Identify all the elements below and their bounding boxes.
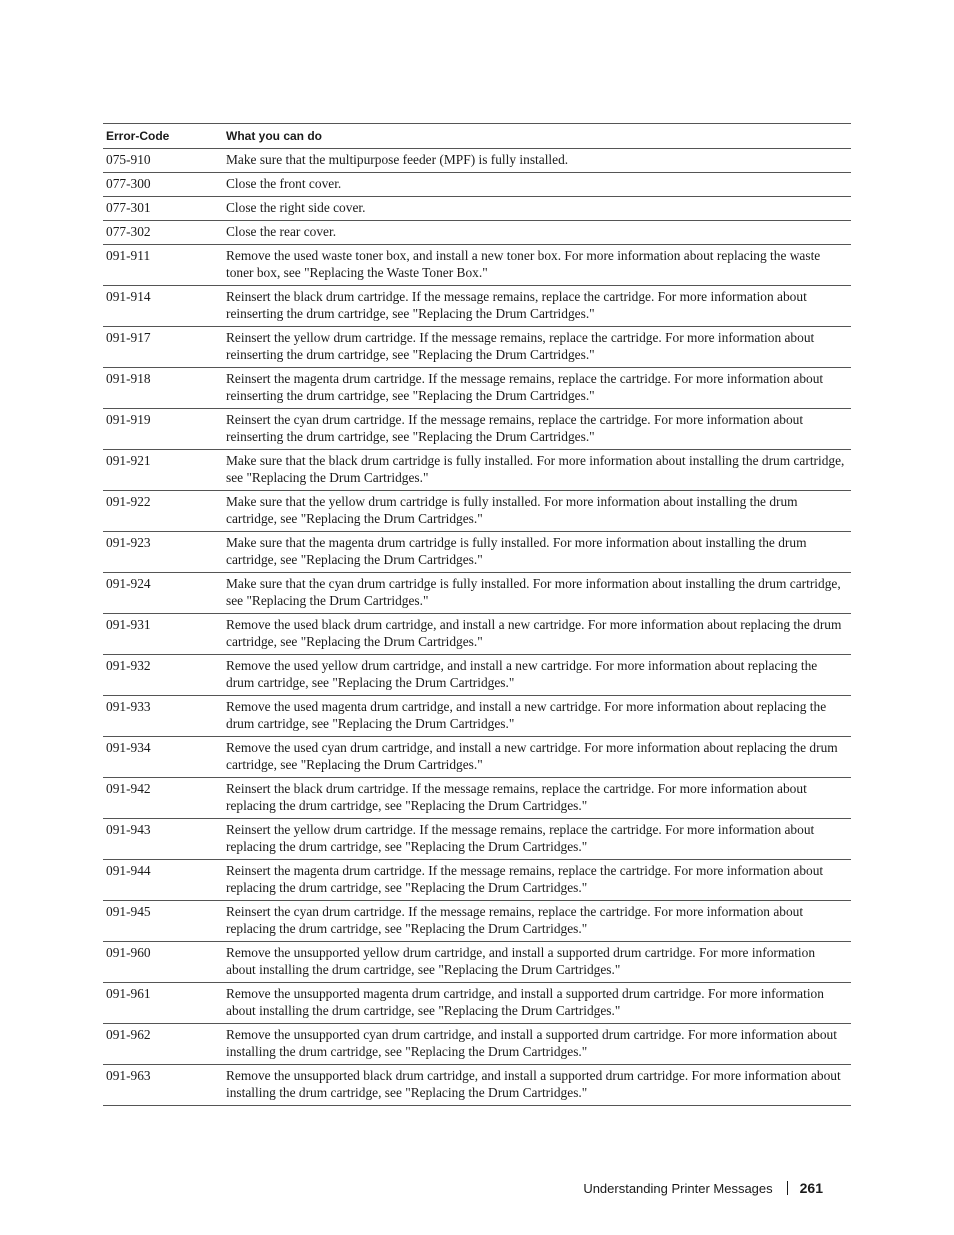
table-row (103, 149, 851, 173)
table-row (103, 696, 851, 737)
action-cell: Remove the used cyan drum cartridge, and install a new cartridge. For more information about replacing the drum cartridge, see "Replacing the Drum Cartridges." (223, 737, 851, 778)
table-body (103, 149, 851, 1106)
error-code-cell: 091-922 (103, 491, 223, 532)
table-row (103, 286, 851, 327)
table-row (103, 983, 851, 1024)
page-number: 261 (799, 1180, 823, 1196)
table-row (103, 573, 851, 614)
error-code-cell: 075-910 (103, 149, 223, 173)
table-row (103, 173, 851, 197)
action-cell: Remove the unsupported cyan drum cartridge, and install a supported drum cartridge. For more information about installing the drum cartridge, see "Replacing the Drum Cartridges." (223, 1024, 851, 1065)
table-row (103, 368, 851, 409)
action-cell: Make sure that the cyan drum cartridge is fully installed. For more information about installing the drum cartridge, see "Replacing the Drum Cartridges." (223, 573, 851, 614)
action-cell: Remove the unsupported black drum cartridge, and install a supported drum cartridge. For more information about installing the drum cartridge, see "Replacing the Drum Cartridges." (223, 1065, 851, 1106)
table-row (103, 1065, 851, 1106)
error-code-cell: 091-919 (103, 409, 223, 450)
table-row (103, 221, 851, 245)
error-code-cell: 091-918 (103, 368, 223, 409)
error-code-cell: 091-962 (103, 1024, 223, 1065)
column-header-error-code: Error-Code (103, 124, 223, 149)
table-row (103, 245, 851, 286)
table-row (103, 901, 851, 942)
error-code-cell: 091-932 (103, 655, 223, 696)
error-code-cell: 091-924 (103, 573, 223, 614)
action-cell: Reinsert the black drum cartridge. If the message remains, replace the cartridge. For more information about replacing the drum cartridge, see "Replacing the Drum Cartridges." (223, 778, 851, 819)
error-code-table (103, 123, 851, 1106)
action-cell: Remove the used black drum cartridge, and install a new cartridge. For more information about replacing the drum cartridge, see "Replacing the Drum Cartridges." (223, 614, 851, 655)
action-cell: Reinsert the cyan drum cartridge. If the message remains, replace the cartridge. For more information about replacing the drum cartridge, see "Replacing the Drum Cartridges." (223, 901, 851, 942)
error-code-cell: 077-302 (103, 221, 223, 245)
action-cell: Remove the unsupported magenta drum cartridge, and install a supported drum cartridge. For more information about installing the drum cartridge, see "Replacing the Drum Cartridges." (223, 983, 851, 1024)
action-cell: Make sure that the black drum cartridge is fully installed. For more information about installing the drum cartridge, see "Replacing the Drum Cartridges." (223, 450, 851, 491)
error-code-cell: 091-943 (103, 819, 223, 860)
table-header-row (103, 124, 851, 149)
error-code-cell: 091-942 (103, 778, 223, 819)
action-cell: Remove the used yellow drum cartridge, and install a new cartridge. For more information about replacing the drum cartridge, see "Replacing the Drum Cartridges." (223, 655, 851, 696)
column-header-what-you-can-do: What you can do (223, 124, 851, 149)
error-code-cell: 091-945 (103, 901, 223, 942)
action-cell: Reinsert the yellow drum cartridge. If the message remains, replace the cartridge. For more information about reinserting the drum cartridge, see "Replacing the Drum Cartridges." (223, 327, 851, 368)
table-row (103, 197, 851, 221)
error-code-cell: 077-301 (103, 197, 223, 221)
action-cell: Reinsert the magenta drum cartridge. If the message remains, replace the cartridge. For more information about replacing the drum cartridge, see "Replacing the Drum Cartridges." (223, 860, 851, 901)
table-row (103, 532, 851, 573)
error-code-cell: 091-931 (103, 614, 223, 655)
action-cell: Reinsert the cyan drum cartridge. If the message remains, replace the cartridge. For more information about reinserting the drum cartridge, see "Replacing the Drum Cartridges." (223, 409, 851, 450)
error-code-cell: 091-961 (103, 983, 223, 1024)
table-row (103, 655, 851, 696)
table-row (103, 327, 851, 368)
action-cell: Remove the unsupported yellow drum cartridge, and install a supported drum cartridge. For more information about installing the drum cartridge, see "Replacing the Drum Cartridges." (223, 942, 851, 983)
footer-divider (787, 1181, 788, 1195)
table-row (103, 819, 851, 860)
error-code-cell: 091-934 (103, 737, 223, 778)
error-code-cell: 077-300 (103, 173, 223, 197)
error-code-cell: 091-917 (103, 327, 223, 368)
error-code-cell: 091-933 (103, 696, 223, 737)
action-cell: Make sure that the multipurpose feeder (MPF) is fully installed. (223, 149, 851, 173)
action-cell: Close the front cover. (223, 173, 851, 197)
action-cell: Reinsert the magenta drum cartridge. If the message remains, replace the cartridge. For more information about reinserting the drum cartridge, see "Replacing the Drum Cartridges." (223, 368, 851, 409)
table-row (103, 491, 851, 532)
action-cell: Reinsert the yellow drum cartridge. If the message remains, replace the cartridge. For more information about replacing the drum cartridge, see "Replacing the Drum Cartridges." (223, 819, 851, 860)
action-cell: Make sure that the yellow drum cartridge is fully installed. For more information about installing the drum cartridge, see "Replacing the Drum Cartridges." (223, 491, 851, 532)
table-row (103, 614, 851, 655)
action-cell: Remove the used waste toner box, and install a new toner box. For more information about replacing the waste toner box, see "Replacing the Waste Toner Box." (223, 245, 851, 286)
table-row (103, 860, 851, 901)
table-row (103, 737, 851, 778)
table-row (103, 942, 851, 983)
table-row (103, 409, 851, 450)
action-cell: Close the right side cover. (223, 197, 851, 221)
error-code-cell: 091-914 (103, 286, 223, 327)
page-footer (583, 1180, 823, 1196)
action-cell: Make sure that the magenta drum cartridge is fully installed. For more information about installing the drum cartridge, see "Replacing the Drum Cartridges." (223, 532, 851, 573)
error-code-cell: 091-963 (103, 1065, 223, 1106)
action-cell: Close the rear cover. (223, 221, 851, 245)
table-row (103, 1024, 851, 1065)
error-code-cell: 091-921 (103, 450, 223, 491)
footer-section-title: Understanding Printer Messages (583, 1180, 773, 1196)
error-code-cell: 091-911 (103, 245, 223, 286)
error-code-cell: 091-923 (103, 532, 223, 573)
error-code-cell: 091-960 (103, 942, 223, 983)
action-cell: Remove the used magenta drum cartridge, and install a new cartridge. For more information about replacing the drum cartridge, see "Replacing the Drum Cartridges." (223, 696, 851, 737)
action-cell: Reinsert the black drum cartridge. If the message remains, replace the cartridge. For more information about reinserting the drum cartridge, see "Replacing the Drum Cartridges." (223, 286, 851, 327)
table-row (103, 778, 851, 819)
error-code-cell: 091-944 (103, 860, 223, 901)
table-row (103, 450, 851, 491)
